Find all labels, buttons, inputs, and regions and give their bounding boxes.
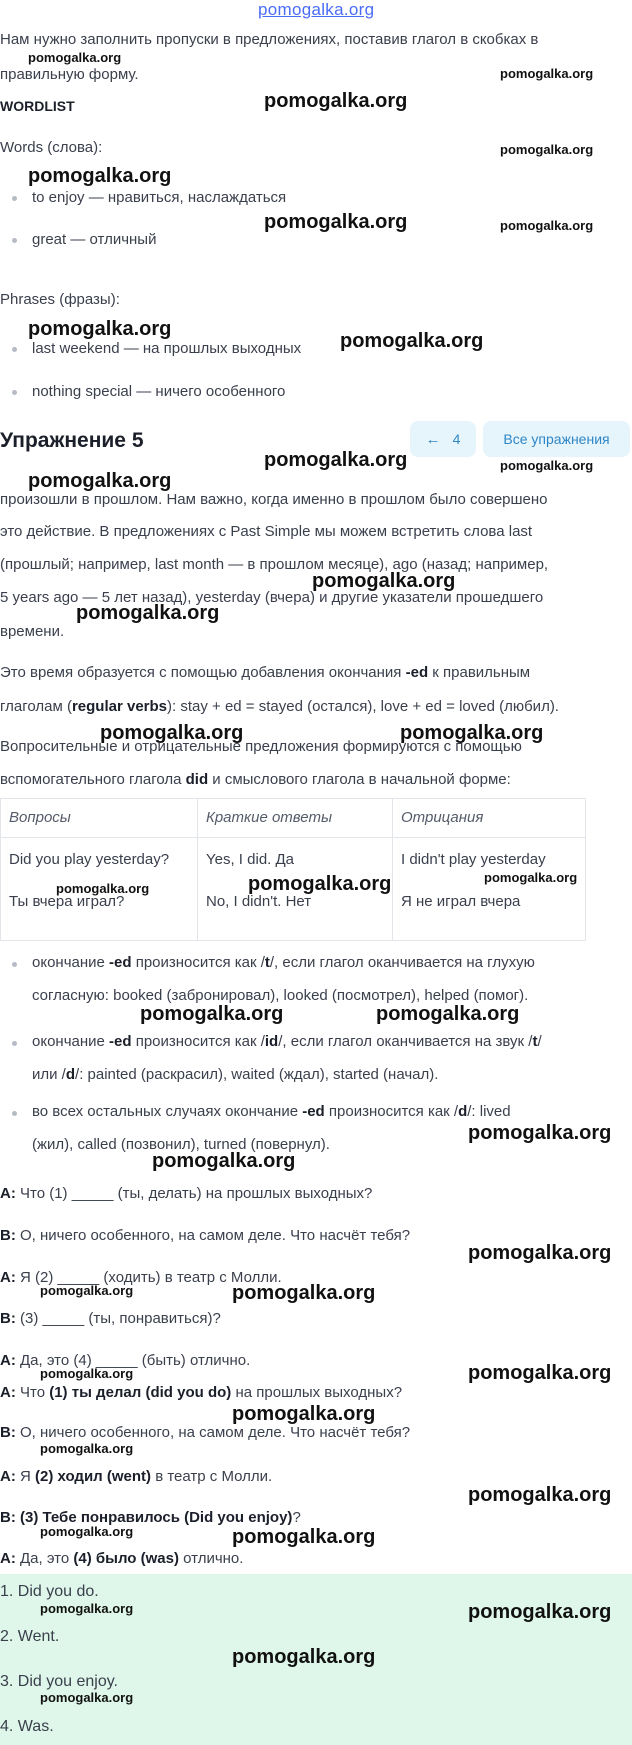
watermark: pomogalka.org (500, 66, 594, 81)
watermark: pomogalka.org (400, 722, 544, 744)
watermark: pomogalka.org (264, 211, 408, 233)
watermark: pomogalka.org (232, 1526, 376, 1548)
pron-line: или /d/: painted (раскрасил), waited (ждал), started (начал). (32, 1066, 439, 1083)
phrases-label: Phrases (фразы): (0, 291, 120, 308)
watermark: pomogalka.org (468, 1122, 612, 1144)
theory-line: глаголам (regular verbs): stay + ed = stayed (остался), love + ed = loved (любил). (0, 698, 559, 715)
solution-line: B: О, ничего особенного, на самом деле. Что насчёт тебя? (0, 1424, 411, 1441)
watermark: pomogalka.org (140, 1003, 284, 1025)
pron-line: окончание -ed произносится как /t/, если глагол оканчивается на глухую (32, 954, 535, 971)
theory-line: вспомогательного глагола did и смыслового глагола в начальной форме: (0, 771, 511, 788)
theory-line: Вопросительные и отрицательные предложения формируются с помощью (0, 738, 522, 755)
watermark: pomogalka.org (76, 602, 220, 624)
solution-line: A: Да, это (4) было (was) отлично. (0, 1550, 244, 1567)
word-item: great — отличный (32, 231, 157, 248)
solution-line: A: Я (2) ходил (went) в театр с Молли. (0, 1468, 273, 1485)
solution-line: A: Что (1) ты делал (did you do) на прошлых выходных? (0, 1384, 403, 1401)
watermark: pomogalka.org (152, 1150, 296, 1172)
answer-item: 1. Did you do. (0, 1583, 99, 1600)
watermark: pomogalka.org (56, 881, 150, 896)
bullet-icon (12, 196, 17, 201)
wordlist-title: WORDLIST (0, 98, 75, 114)
theory-line: (прошлый; например, last month — в прошлом месяце), ago (назад; например, (0, 556, 549, 573)
pron-line: (жил), called (позвонил), turned (повернул). (32, 1136, 330, 1153)
watermark: pomogalka.org (28, 165, 172, 187)
dialog-line: A: Да, это (4) _____ (быть) отлично. (0, 1352, 251, 1369)
watermark: pomogalka.org (468, 1601, 612, 1623)
watermark: pomogalka.org (232, 1403, 376, 1425)
pron-line: во всех остальных случаях окончание -ed произносится как /d/: lived (32, 1103, 511, 1120)
answer-item: 3. Did you enjoy. (0, 1673, 118, 1690)
watermark: pomogalka.org (264, 449, 408, 471)
watermark: pomogalka.org (232, 1646, 376, 1668)
watermark: pomogalka.org (28, 50, 122, 65)
exercise-title: Упражнение 5 (0, 429, 144, 452)
intro-line-1: Нам нужно заполнить пропуски в предложениях, поставив глагол в скобках в (0, 31, 539, 48)
watermark: pomogalka.org (468, 1242, 612, 1264)
bullet-icon (12, 347, 17, 352)
solution-line: B: (3) Тебе понравилось (Did you enjoy)? (0, 1509, 301, 1526)
table-header: Краткие ответы (198, 799, 393, 838)
watermark: pomogalka.org (468, 1362, 612, 1384)
prev-exercise-button[interactable] (410, 421, 476, 457)
watermark: pomogalka.org (28, 318, 172, 340)
watermark: pomogalka.org (340, 330, 484, 352)
watermark: pomogalka.org (500, 218, 594, 233)
word-item: to enjoy — нравиться, наслаждаться (32, 189, 287, 206)
theory-line: 5 years ago — 5 лет назад), yesterday (вчера) и другие указатели прошедшего (0, 589, 544, 606)
watermark: pomogalka.org (40, 1283, 134, 1298)
watermark: pomogalka.org (40, 1441, 134, 1456)
watermark: pomogalka.org (264, 90, 408, 112)
dialog-line: A: Что (1) _____ (ты, делать) на прошлых выходных? (0, 1185, 373, 1202)
theory-line: времени. (0, 623, 65, 640)
watermark: pomogalka.org (40, 1690, 134, 1705)
table-cell: Yes, I did. Да No, I didn't. Нет (198, 838, 393, 941)
all-exercises-button[interactable]: Все упражнения (483, 421, 630, 457)
theory-line: это действие. В предложениях с Past Simple мы можем встретить слова last (0, 523, 533, 540)
table-header: Отрицания (393, 799, 586, 838)
pron-line: окончание -ed произносится как /id/, если глагол оканчивается на звук /t/ (32, 1033, 542, 1050)
dialog-line: B: (3) _____ (ты, понравиться)? (0, 1310, 221, 1327)
watermark: pomogalka.org (468, 1484, 612, 1506)
theory-line: произошли в прошлом. Нам важно, когда именно в прошлом было совершено (0, 491, 548, 508)
watermark: pomogalka.org (500, 142, 594, 157)
intro-line-2: правильную форму. (0, 66, 139, 83)
table-cell: Did you play yesterday? Ты вчера играл? (1, 838, 198, 941)
phrase-item: nothing special — ничего особенного (32, 383, 286, 400)
bullet-icon (12, 1111, 17, 1116)
phrase-item: last weekend — на прошлых выходных (32, 340, 302, 357)
watermark: pomogalka.org (40, 1524, 134, 1539)
bullet-icon (12, 962, 17, 967)
table-cell: I didn't play yesterday Я не играл вчера (393, 838, 586, 941)
watermark: pomogalka.org (40, 1366, 134, 1381)
site-logo[interactable]: pomogalka.org (258, 0, 375, 19)
watermark: pomogalka.org (484, 870, 578, 885)
watermark: pomogalka.org (28, 470, 172, 492)
arrow-left-icon: ← (425, 430, 441, 448)
watermark: pomogalka.org (40, 1601, 134, 1616)
bullet-icon (12, 1041, 17, 1046)
watermark: pomogalka.org (500, 458, 594, 473)
table-header: Вопросы (1, 799, 198, 838)
prev-exercise-number: 4 (452, 431, 461, 447)
answer-item: 2. Went. (0, 1628, 60, 1645)
watermark: pomogalka.org (232, 1282, 376, 1304)
watermark: pomogalka.org (248, 873, 392, 895)
watermark: pomogalka.org (100, 722, 244, 744)
bullet-icon (12, 238, 17, 243)
watermark: pomogalka.org (376, 1003, 520, 1025)
dialog-line: A: Я (2) _____ (ходить) в театр с Молли. (0, 1269, 282, 1286)
answer-item: 4. Was. (0, 1718, 54, 1735)
words-label: Words (слова): (0, 139, 103, 156)
bullet-icon (12, 390, 17, 395)
watermark: pomogalka.org (312, 570, 456, 592)
pron-line: согласную: booked (забронировал), looked (посмотрел), helped (помог). (32, 987, 529, 1004)
theory-line: Это время образуется с помощью добавления окончания -ed к правильным (0, 664, 531, 681)
dialog-line: B: О, ничего особенного, на самом деле. Что насчёт тебя? (0, 1227, 411, 1244)
